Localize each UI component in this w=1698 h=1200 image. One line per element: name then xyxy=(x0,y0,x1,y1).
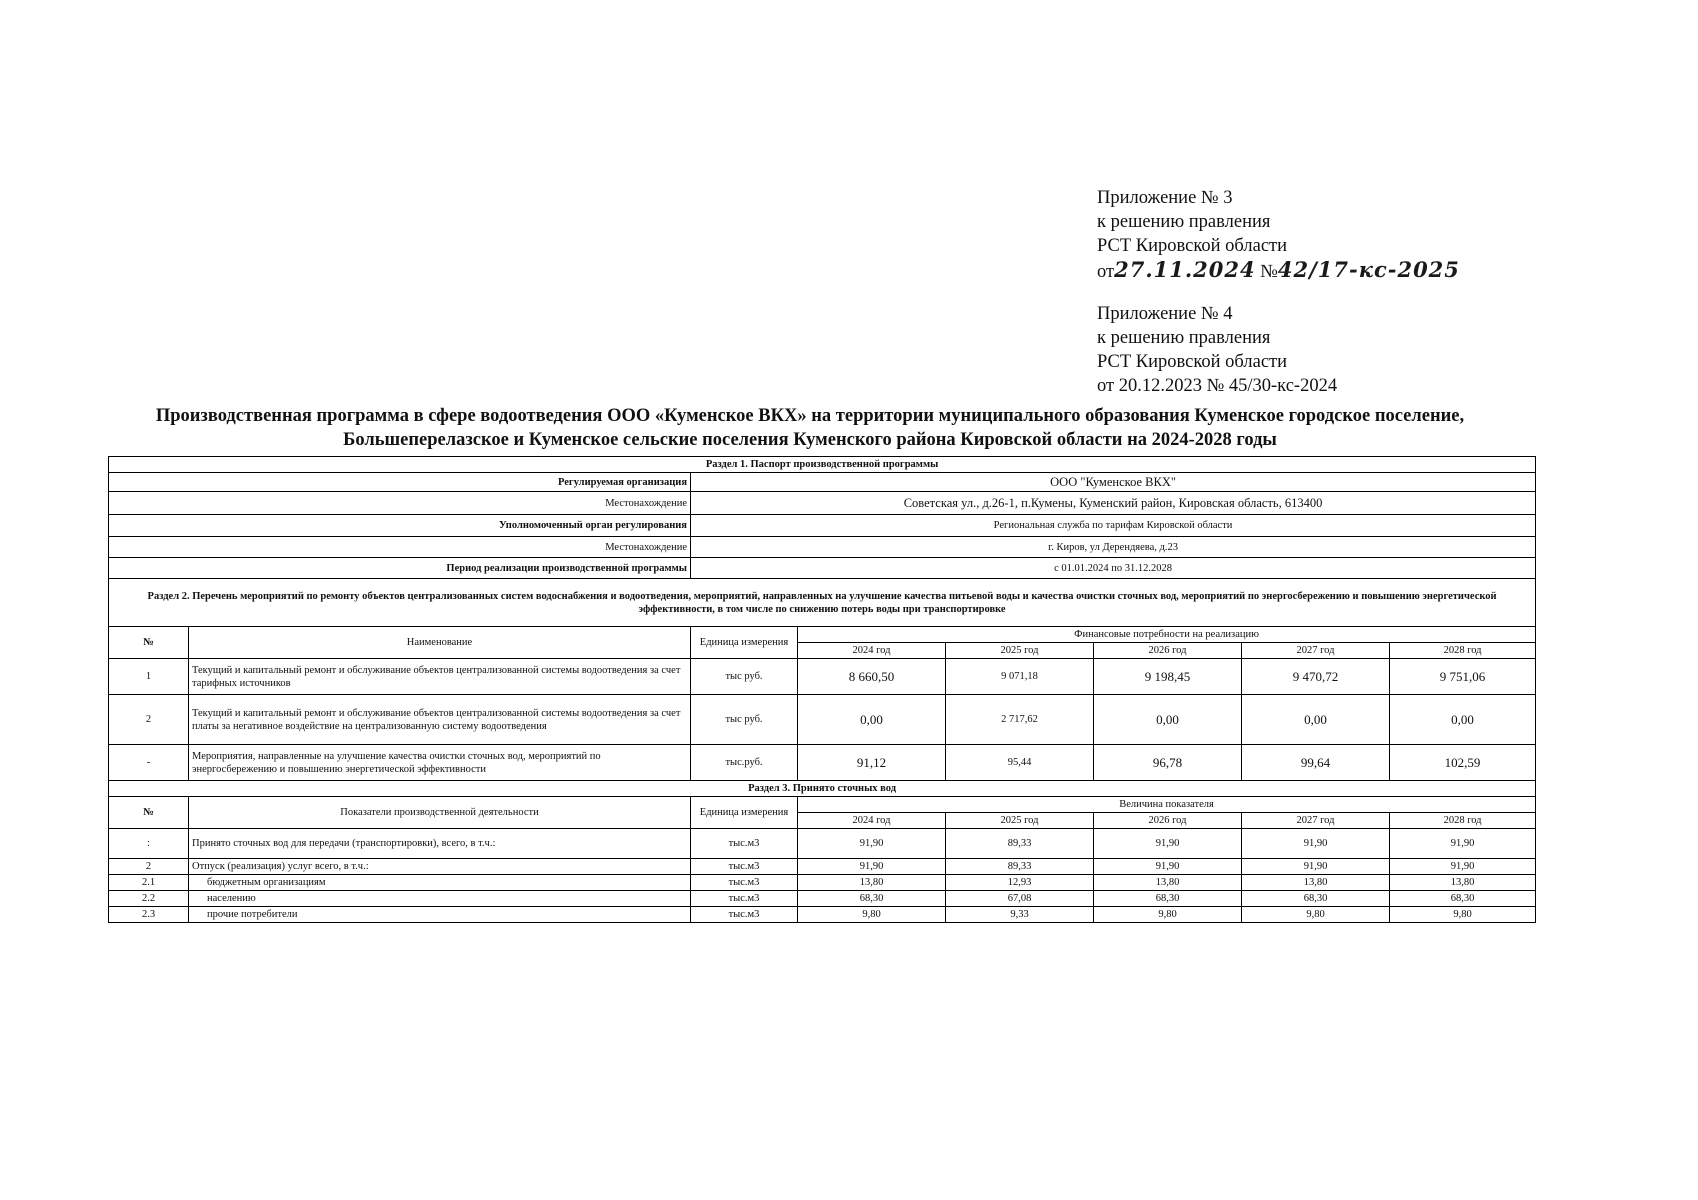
value-cell: 91,90 xyxy=(1242,829,1390,859)
passport-value: Региональная служба по тарифам Кировской области xyxy=(691,515,1536,537)
year-header: 2024 год xyxy=(798,643,946,659)
row-unit: тыс.м3 xyxy=(691,875,798,891)
passport-value: с 01.01.2024 по 31.12.2028 xyxy=(691,558,1536,579)
value-cell: 91,90 xyxy=(1242,859,1390,875)
row-name: Текущий и капитальный ремонт и обслуживание объектов централизованной системы водоотведения за счет тарифных источников xyxy=(189,659,691,695)
document-title xyxy=(100,404,1520,452)
passport-label: Уполномоченный орган регулирования xyxy=(109,515,691,537)
value-cell: 9 071,18 xyxy=(946,659,1094,695)
value-cell: 68,30 xyxy=(1242,891,1390,907)
year-header: 2027 год xyxy=(1242,643,1390,659)
attachment-3-title: Приложение № 3 xyxy=(1097,188,1233,208)
value-cell: 68,30 xyxy=(798,891,946,907)
section-1-header-row xyxy=(109,457,1536,473)
passport-row xyxy=(109,537,1536,558)
value-cell: 91,90 xyxy=(798,829,946,859)
value-cell: 9,80 xyxy=(1390,907,1536,923)
attachment-3-block xyxy=(1097,186,1460,284)
row-name: Отпуск (реализация) услуг всего, в т.ч.: xyxy=(189,859,691,875)
year-header: 2026 год xyxy=(1094,643,1242,659)
value-cell: 68,30 xyxy=(1390,891,1536,907)
value-cell: 0,00 xyxy=(1390,695,1536,745)
row-name: Принято сточных вод для передачи (транспортировки), всего, в т.ч.: xyxy=(189,829,691,859)
attachment-3-authority: РСТ Кировской области xyxy=(1097,236,1288,256)
value-cell: 0,00 xyxy=(1094,695,1242,745)
year-header: 2024 год xyxy=(798,813,946,829)
row-name: Мероприятия, направленные на улучшение качества очистки сточных вод, мероприятий по энергосбережению и повышению энергетической эффективности xyxy=(189,745,691,781)
passport-row xyxy=(109,492,1536,515)
row-name: бюджетным организациям xyxy=(189,875,691,891)
section-2-col-group: Финансовые потребности на реализацию xyxy=(798,627,1536,643)
year-header: 2025 год xyxy=(946,643,1094,659)
row-number: : xyxy=(109,829,189,859)
value-cell: 96,78 xyxy=(1094,745,1242,781)
year-header: 2028 год xyxy=(1390,813,1536,829)
value-cell: 12,93 xyxy=(946,875,1094,891)
value-cell: 9,80 xyxy=(1094,907,1242,923)
section-3-col-group: Величина показателя xyxy=(798,797,1536,813)
section-3-table-row xyxy=(109,907,1536,923)
row-name: Текущий и капитальный ремонт и обслуживание объектов централизованной системы водоотведения за счет платы за негативное воздействие на централизованную систему водоотведения xyxy=(189,695,691,745)
value-cell: 13,80 xyxy=(798,875,946,891)
passport-value: Советская ул., д.26-1, п.Кумены, Куменский район, Кировская область, 613400 xyxy=(691,492,1536,515)
section-3-table-row xyxy=(109,859,1536,875)
document-title-line-2: Большеперелазское и Куменское сельские поселения Куменского района Кировской области на 2024-2028 годы xyxy=(343,430,1277,450)
section-3-columns-row xyxy=(109,797,1536,813)
value-cell: 91,90 xyxy=(1390,859,1536,875)
value-cell: 68,30 xyxy=(1094,891,1242,907)
section-3-col-unit: Единица измерения xyxy=(691,797,798,829)
passport-label: Местонахождение xyxy=(109,492,691,515)
section-3-table-row xyxy=(109,829,1536,859)
value-cell: 91,12 xyxy=(798,745,946,781)
row-unit: тыс.м3 xyxy=(691,891,798,907)
value-cell: 91,90 xyxy=(798,859,946,875)
section-2-col-no: № xyxy=(109,627,189,659)
section-3-table-row xyxy=(109,875,1536,891)
value-cell: 2 717,62 xyxy=(946,695,1094,745)
section-3-table-row xyxy=(109,891,1536,907)
value-cell: 99,64 xyxy=(1242,745,1390,781)
section-3-col-no: № xyxy=(109,797,189,829)
row-name: прочие потребители xyxy=(189,907,691,923)
value-cell: 0,00 xyxy=(1242,695,1390,745)
section-2-columns-row xyxy=(109,627,1536,643)
value-cell: 9 751,06 xyxy=(1390,659,1536,695)
section-2-table-row xyxy=(109,659,1536,695)
row-number: 2 xyxy=(109,859,189,875)
passport-value: г. Киров, ул Дерендяева, д.23 xyxy=(691,537,1536,558)
value-cell: 91,90 xyxy=(1094,859,1242,875)
row-number: 2 xyxy=(109,695,189,745)
value-cell: 89,33 xyxy=(946,829,1094,859)
value-cell: 9 470,72 xyxy=(1242,659,1390,695)
year-header: 2027 год xyxy=(1242,813,1390,829)
year-header: 2028 год xyxy=(1390,643,1536,659)
section-3-header: Раздел 3. Принято сточных вод xyxy=(109,781,1536,797)
attachment-4-authority: РСТ Кировской области xyxy=(1097,352,1288,372)
section-2-table-row xyxy=(109,745,1536,781)
value-cell: 13,80 xyxy=(1094,875,1242,891)
row-unit: тыс.м3 xyxy=(691,907,798,923)
section-2-col-name: Наименование xyxy=(189,627,691,659)
attachment-4-title: Приложение № 4 xyxy=(1097,304,1233,324)
attachment-3-no: № xyxy=(1260,262,1278,282)
value-cell: 95,44 xyxy=(946,745,1094,781)
value-cell: 13,80 xyxy=(1242,875,1390,891)
value-cell: 9,33 xyxy=(946,907,1094,923)
section-3-col-name: Показатели производственной деятельности xyxy=(189,797,691,829)
handwritten-number: 42/17-кс-2025 xyxy=(1277,257,1460,282)
row-number: 2.3 xyxy=(109,907,189,923)
row-number: 1 xyxy=(109,659,189,695)
row-number: - xyxy=(109,745,189,781)
value-cell: 67,08 xyxy=(946,891,1094,907)
value-cell: 91,90 xyxy=(1390,829,1536,859)
value-cell: 91,90 xyxy=(1094,829,1242,859)
row-unit: тыс.руб. xyxy=(691,745,798,781)
document-title-line-1: Производственная программа в сфере водоотведения ООО «Куменское ВКХ» на территории муниципального образования Куменское городское поселение, xyxy=(155,406,1465,426)
section-2-col-unit: Единица измерения xyxy=(691,627,798,659)
attachment-3-decision: к решению правления xyxy=(1097,212,1271,232)
section-1-header: Раздел 1. Паспорт производственной программы xyxy=(109,457,1536,473)
attachment-4-decision: к решению правления xyxy=(1097,328,1271,348)
row-unit: тыс.м3 xyxy=(691,829,798,859)
passport-label: Местонахождение xyxy=(109,537,691,558)
attachment-4-block xyxy=(1097,302,1337,398)
passport-row xyxy=(109,515,1536,537)
year-header: 2026 год xyxy=(1094,813,1242,829)
handwritten-date: 27.11.2024 xyxy=(1114,257,1256,282)
section-2-header: Раздел 2. Перечень мероприятий по ремонту объектов централизованных систем водоснабжения и водоотведения, мероприятий, направленных на улучшение качества питьевой воды и качества очистки сточных вод, мероприятий по энергосбережению и повышению энергетической эффективности, в том числе по снижению потерь воды при транспортировке xyxy=(109,579,1536,627)
section-2-header-row xyxy=(109,579,1536,627)
production-program-table xyxy=(108,456,1536,923)
section-2-table-row xyxy=(109,695,1536,745)
value-cell: 9 198,45 xyxy=(1094,659,1242,695)
row-unit: тыс руб. xyxy=(691,659,798,695)
value-cell: 13,80 xyxy=(1390,875,1536,891)
row-name: населению xyxy=(189,891,691,907)
row-unit: тыс руб. xyxy=(691,695,798,745)
year-header: 2025 год xyxy=(946,813,1094,829)
value-cell: 9,80 xyxy=(1242,907,1390,923)
row-number: 2.2 xyxy=(109,891,189,907)
value-cell: 8 660,50 xyxy=(798,659,946,695)
passport-label: Период реализации производственной программы xyxy=(109,558,691,579)
passport-label: Регулируемая организация xyxy=(109,473,691,492)
row-number: 2.1 xyxy=(109,875,189,891)
row-unit: тыс.м3 xyxy=(691,859,798,875)
value-cell: 89,33 xyxy=(946,859,1094,875)
attachment-3-date-line xyxy=(1097,258,1460,284)
value-cell: 0,00 xyxy=(798,695,946,745)
value-cell: 9,80 xyxy=(798,907,946,923)
passport-value: ООО "Куменское ВКХ" xyxy=(691,473,1536,492)
passport-row xyxy=(109,558,1536,579)
section-3-header-row xyxy=(109,781,1536,797)
attachment-4-date: от 20.12.2023 № 45/30-кс-2024 xyxy=(1097,376,1338,396)
passport-row xyxy=(109,473,1536,492)
value-cell: 102,59 xyxy=(1390,745,1536,781)
attachment-3-ot: от xyxy=(1097,262,1115,282)
